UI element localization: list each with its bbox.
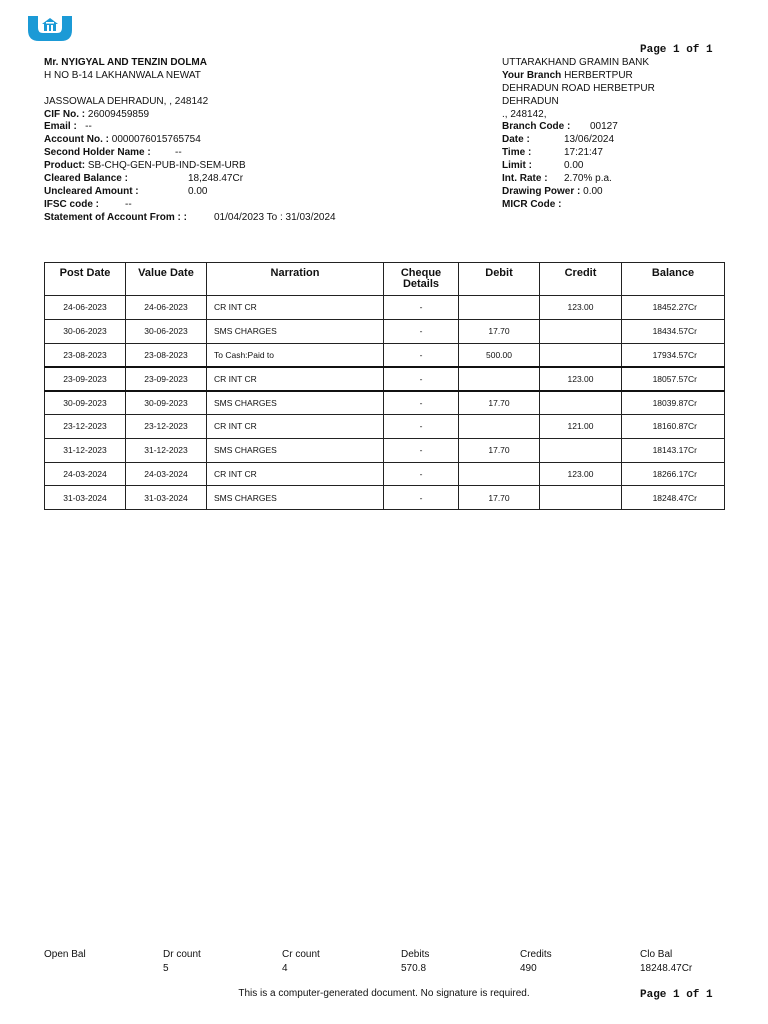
value-date-cell: 31-03-2024 [126, 486, 207, 510]
value-date-cell: 23-09-2023 [126, 367, 207, 391]
credits-value: 490 [520, 963, 537, 974]
header-balance: Balance [622, 263, 725, 296]
branch-code-value: 00127 [590, 121, 618, 133]
limit-label: Limit : [502, 160, 532, 172]
interest-rate-value: 2.70% p.a. [564, 173, 612, 185]
date-label: Date : [502, 134, 530, 146]
post-date-cell: 31-03-2024 [45, 486, 126, 510]
credit-cell: 121.00 [540, 414, 622, 438]
debit-cell: 17.70 [459, 319, 540, 343]
debit-cell [459, 367, 540, 391]
post-date-cell: 23-12-2023 [45, 414, 126, 438]
value-date-cell: 23-08-2023 [126, 343, 207, 367]
debit-cell: 17.70 [459, 486, 540, 510]
balance-cell: 18057.57Cr [622, 367, 725, 391]
table-row [45, 462, 725, 486]
table-row [45, 319, 725, 343]
post-date-cell: 23-09-2023 [45, 367, 126, 391]
bank-logo [26, 14, 74, 42]
email-label: Email : [44, 121, 77, 133]
header-narration: Narration [207, 263, 384, 296]
dr-count-value: 5 [163, 963, 169, 974]
table-header-row [45, 263, 725, 296]
value-date-cell: 24-03-2024 [126, 462, 207, 486]
balance-cell: 18452.27Cr [622, 296, 725, 320]
bank-name: UTTARAKHAND GRAMIN BANK [502, 57, 650, 68]
account-value: 0000076015765754 [111, 134, 201, 146]
closing-balance-label: Clo Bal [640, 949, 673, 960]
ifsc-label: IFSC code : [44, 198, 100, 210]
debit-cell [459, 462, 540, 486]
branch-details [502, 57, 742, 212]
narration-cell: SMS CHARGES [207, 319, 384, 343]
cleared-balance-value: 18,248.47Cr [188, 173, 244, 185]
balance-cell: 18143.17Cr [622, 438, 725, 462]
cif-value: 26009459859 [87, 108, 150, 120]
table-row [45, 343, 725, 367]
branch-address-1: DEHRADUN ROAD HERBETPUR [502, 82, 655, 94]
product-value: SB-CHQ-GEN-PUB-IND-SEM-URB [87, 160, 246, 172]
header-credit: Credit [540, 263, 622, 296]
your-branch-value: HERBERTPUR [564, 69, 633, 81]
debit-cell [459, 296, 540, 320]
cheque-details-cell: - [384, 367, 459, 391]
micr-code-label: MICR Code : [502, 198, 562, 210]
email-value: -- [85, 121, 92, 133]
customer-address-2: JASSOWALA DEHRADUN, , 248142 [44, 95, 209, 107]
open-balance-label: Open Bal [44, 949, 86, 960]
computer-generated-note: This is a computer-generated document. No signature is required. [238, 988, 530, 999]
narration-cell: CR INT CR [207, 296, 384, 320]
value-date-cell: 31-12-2023 [126, 438, 207, 462]
balance-cell: 17934.57Cr [622, 343, 725, 367]
cheque-details-cell: - [384, 343, 459, 367]
value-date-cell: 24-06-2023 [126, 296, 207, 320]
header-cheque-details: Cheque Details [384, 263, 459, 296]
header-value-date: Value Date [126, 263, 207, 296]
cleared-balance-label: Cleared Balance : [44, 173, 128, 185]
branch-code-label: Branch Code : [502, 121, 571, 133]
cheque-details-cell: - [384, 486, 459, 510]
customer-details [44, 57, 484, 225]
balance-cell: 18266.17Cr [622, 462, 725, 486]
post-date-cell: 24-06-2023 [45, 296, 126, 320]
your-branch-label: Your Branch [502, 69, 562, 81]
value-date-cell: 30-06-2023 [126, 319, 207, 343]
statement-period-label: Statement of Account From : : [44, 211, 187, 223]
statement-period-value: 01/04/2023 To : 31/03/2024 [214, 211, 336, 223]
credit-cell: 123.00 [540, 462, 622, 486]
cheque-details-cell: - [384, 296, 459, 320]
header-post-date: Post Date [45, 263, 126, 296]
balance-cell: 18248.47Cr [622, 486, 725, 510]
cheque-details-cell: - [384, 438, 459, 462]
balance-cell: 18434.57Cr [622, 319, 725, 343]
narration-cell: SMS CHARGES [207, 391, 384, 415]
post-date-cell: 24-03-2024 [45, 462, 126, 486]
debit-cell: 500.00 [459, 343, 540, 367]
transactions-table [44, 262, 725, 510]
debit-cell: 17.70 [459, 438, 540, 462]
cr-count-label: Cr count [282, 949, 320, 960]
uncleared-amount-value: 0.00 [188, 185, 208, 197]
narration-cell: SMS CHARGES [207, 486, 384, 510]
credits-label: Credits [520, 949, 552, 960]
credit-cell [540, 319, 622, 343]
value-date-cell: 30-09-2023 [126, 391, 207, 415]
branch-address-3: ., 248142, [502, 108, 547, 120]
time-label: Time : [502, 147, 532, 159]
table-row [45, 414, 725, 438]
second-holder-value: -- [175, 147, 182, 159]
closing-balance-value: 18248.47Cr [640, 963, 693, 974]
value-date-cell: 23-12-2023 [126, 414, 207, 438]
credit-cell [540, 438, 622, 462]
table-row [45, 486, 725, 510]
narration-cell: CR INT CR [207, 367, 384, 391]
limit-value: 0.00 [564, 160, 584, 172]
page-indicator-top: Page 1 of 1 [640, 44, 713, 56]
credit-cell [540, 486, 622, 510]
time-value: 17:21:47 [564, 147, 603, 159]
uncleared-amount-label: Uncleared Amount : [44, 185, 139, 197]
post-date-cell: 31-12-2023 [45, 438, 126, 462]
customer-name: Mr. NYIGYAL AND TENZIN DOLMA [44, 57, 207, 68]
balance-cell: 18160.87Cr [622, 414, 725, 438]
drawing-power-value: 0.00 [583, 185, 603, 197]
cheque-details-cell: - [384, 319, 459, 343]
customer-address-1: H NO B-14 LAKHANWALA NEWAT [44, 69, 201, 81]
interest-rate-label: Int. Rate : [502, 173, 548, 185]
page-indicator-bottom: Page 1 of 1 [640, 989, 713, 1001]
narration-cell: To Cash:Paid to [207, 343, 384, 367]
date-value: 13/06/2024 [564, 134, 615, 146]
cif-label: CIF No. : [44, 108, 86, 120]
cheque-details-cell: - [384, 414, 459, 438]
table-row [45, 391, 725, 415]
account-label: Account No. : [44, 134, 109, 146]
post-date-cell: 23-08-2023 [45, 343, 126, 367]
debits-label: Debits [401, 949, 430, 960]
table-row [45, 438, 725, 462]
second-holder-label: Second Holder Name : [44, 147, 151, 159]
narration-cell: SMS CHARGES [207, 438, 384, 462]
header-debit: Debit [459, 263, 540, 296]
table-row [45, 296, 725, 320]
ifsc-value: -- [125, 198, 132, 210]
table-row [45, 367, 725, 391]
cheque-details-cell: - [384, 391, 459, 415]
post-date-cell: 30-06-2023 [45, 319, 126, 343]
debit-cell [459, 414, 540, 438]
drawing-power-label: Drawing Power : [502, 185, 581, 197]
balance-cell: 18039.87Cr [622, 391, 725, 415]
post-date-cell: 30-09-2023 [45, 391, 126, 415]
branch-address-2: DEHRADUN [502, 95, 559, 107]
credit-cell [540, 343, 622, 367]
narration-cell: CR INT CR [207, 414, 384, 438]
credit-cell: 123.00 [540, 296, 622, 320]
debit-cell: 17.70 [459, 391, 540, 415]
dr-count-label: Dr count [163, 949, 201, 960]
product-label: Product: [44, 160, 86, 172]
narration-cell: CR INT CR [207, 462, 384, 486]
debits-value: 570.8 [401, 963, 427, 974]
cheque-details-cell: - [384, 462, 459, 486]
cr-count-value: 4 [282, 963, 288, 974]
credit-cell: 123.00 [540, 367, 622, 391]
credit-cell [540, 391, 622, 415]
